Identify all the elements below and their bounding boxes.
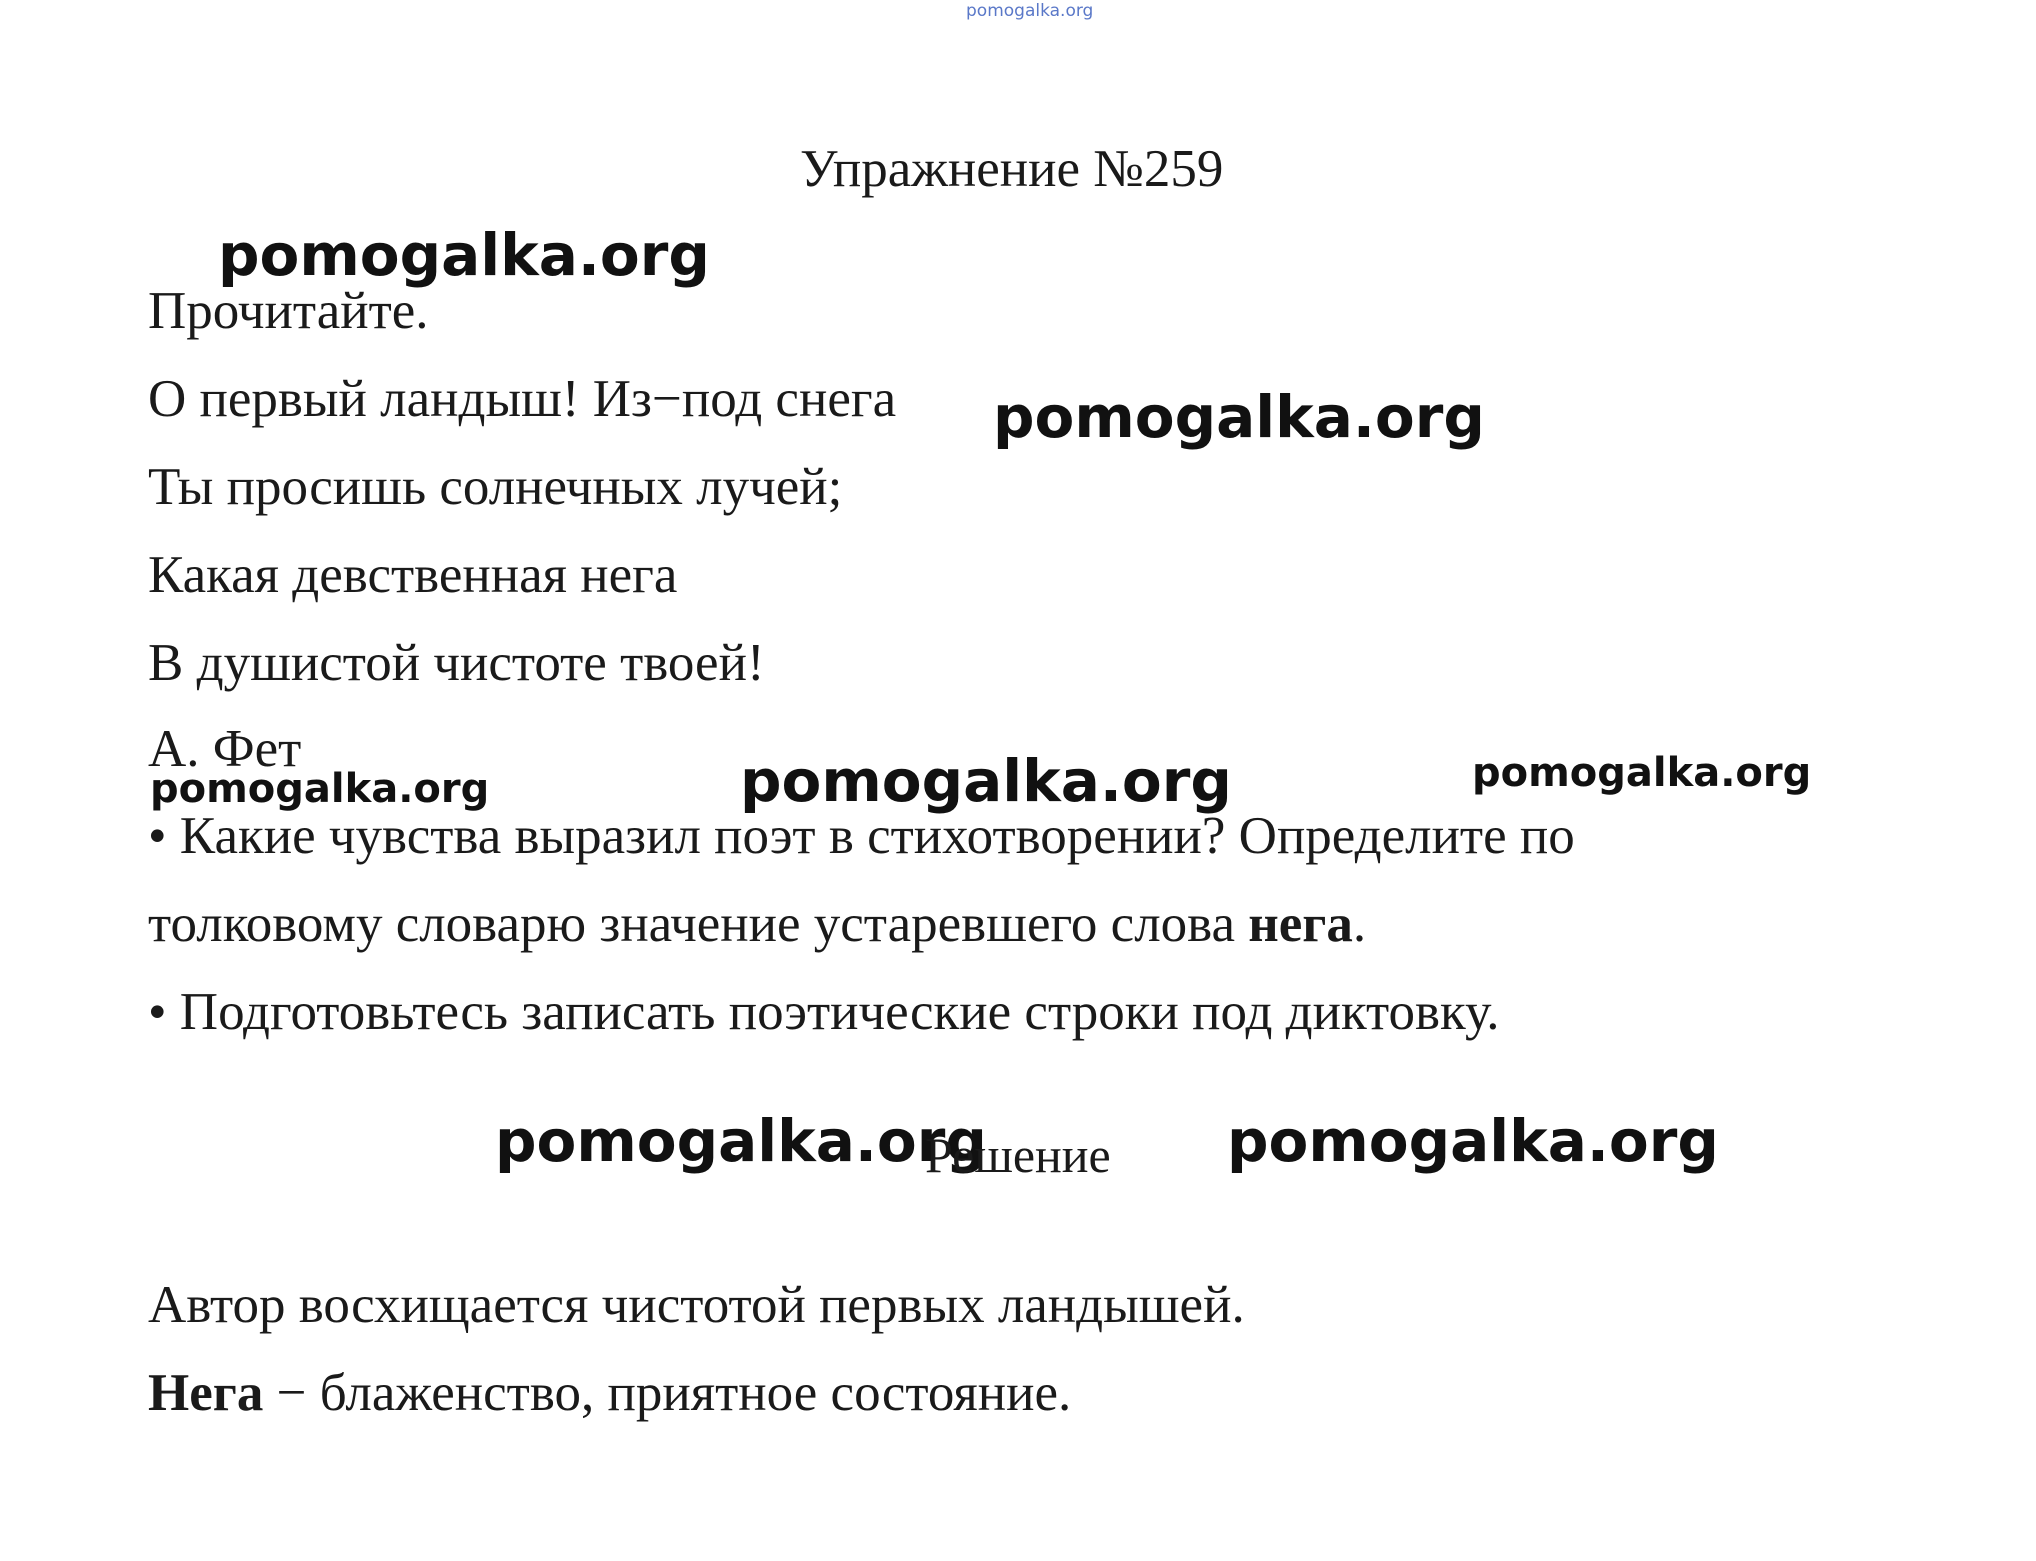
watermark: pomogalka.org	[1227, 1107, 1719, 1175]
task-question-continued	[148, 895, 1367, 953]
watermark: pomogalka.org	[150, 766, 490, 812]
watermark: pomogalka.org	[1472, 750, 1812, 796]
task-dictation: • Подготовьтесь записать поэтические строки под диктовку.	[148, 983, 1500, 1041]
top-watermark: pomogalka.org	[966, 1, 1094, 21]
solution-definition	[148, 1364, 1072, 1422]
watermark: pomogalka.org	[993, 383, 1485, 451]
task-question: • Какие чувства выразил поэт в стихотворении? Определите по	[148, 807, 1575, 865]
solution-heading: Решение	[925, 1127, 1111, 1183]
instruction-text: Прочитайте.	[148, 282, 429, 340]
highlighted-word: нега	[1248, 895, 1353, 953]
definition-term: Нега	[148, 1364, 264, 1422]
exercise-title: Упражнение №259	[800, 140, 1224, 198]
task-punctuation: .	[1352, 895, 1367, 953]
task-text: толковому словарю значение устаревшего слова	[148, 895, 1249, 953]
poem-line: Какая девственная нега	[148, 546, 678, 604]
poem-line: В душистой чистоте твоей!	[148, 634, 765, 692]
definition-text: − блаженство, приятное состояние.	[263, 1364, 1072, 1422]
poem-line: О первый ландыш! Из−под снега	[148, 370, 897, 428]
watermark: pomogalka.org	[740, 747, 1232, 815]
solution-answer: Автор восхищается чистотой первых ландышей.	[148, 1276, 1245, 1334]
watermark: pomogalka.org	[495, 1107, 987, 1175]
watermark: pomogalka.org	[218, 221, 710, 289]
poem-line: Ты просишь солнечных лучей;	[148, 458, 843, 516]
poem-author: А. Фет	[148, 720, 302, 778]
